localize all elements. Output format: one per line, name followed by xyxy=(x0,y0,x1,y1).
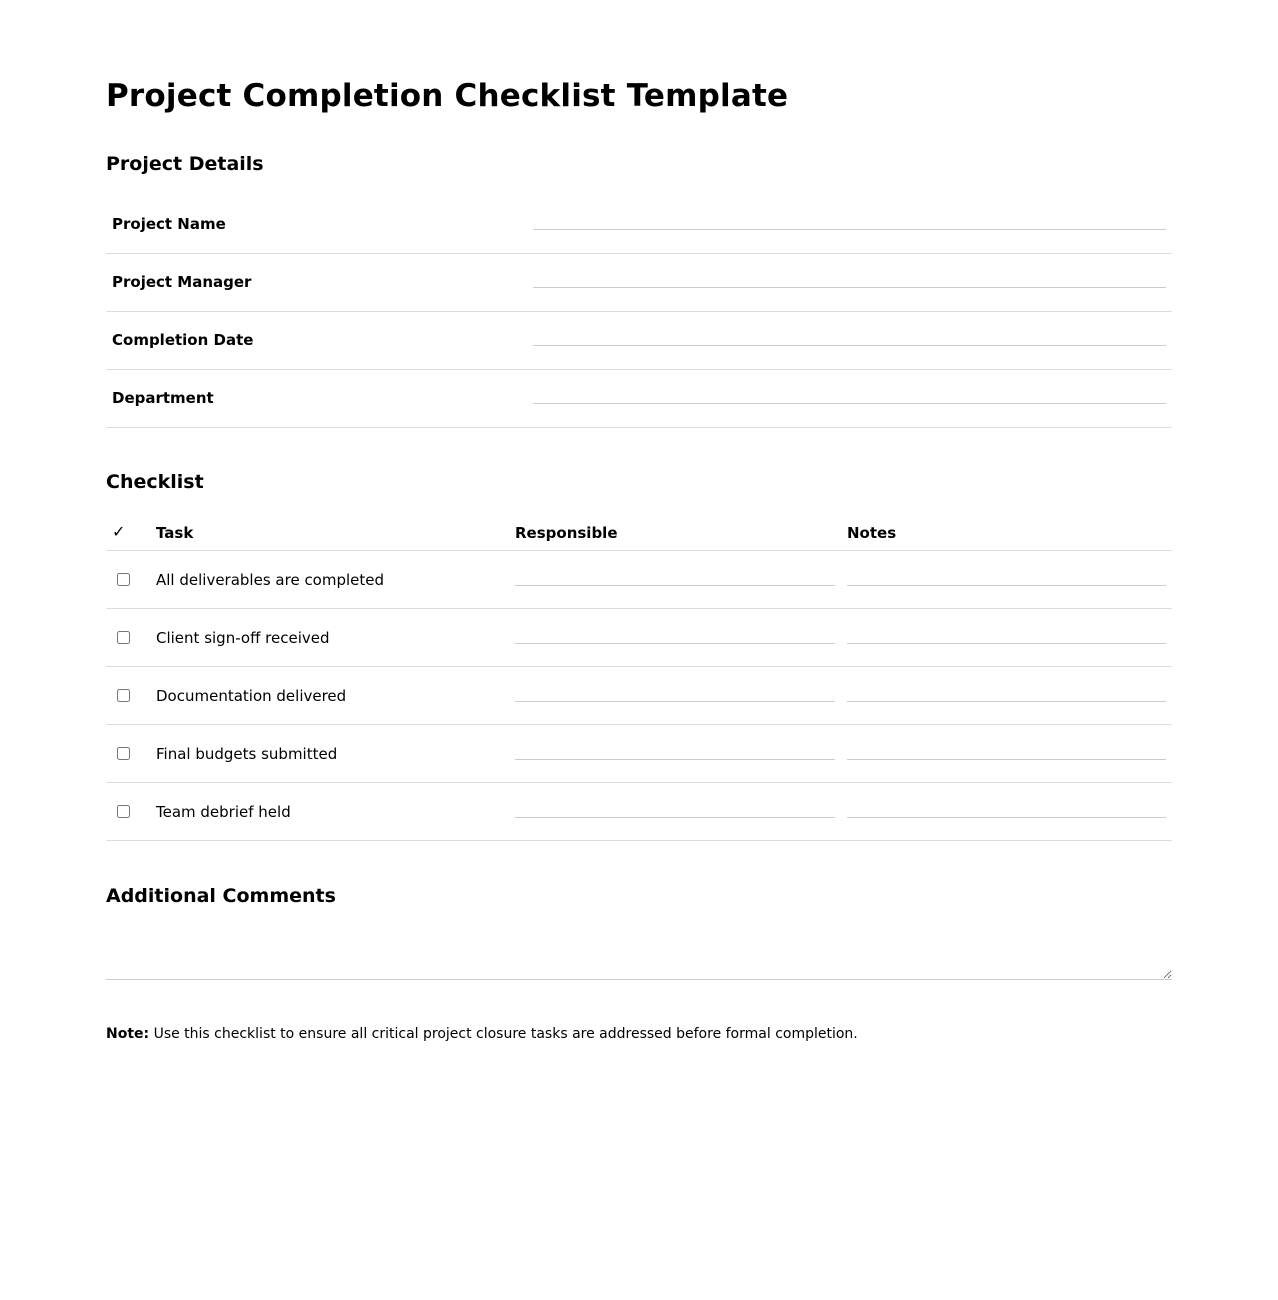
project-details-table xyxy=(106,196,1172,428)
notes-input[interactable] xyxy=(847,799,1166,818)
checklist-header-row xyxy=(106,512,1172,551)
detail-row-project-name xyxy=(106,196,1172,254)
task-checkbox[interactable] xyxy=(117,805,130,818)
responsible-input[interactable] xyxy=(515,799,835,818)
table-row xyxy=(106,667,1172,725)
checkmark-icon: ✓ xyxy=(112,522,126,541)
notes-input[interactable] xyxy=(847,567,1166,586)
checklist-heading: Checklist xyxy=(106,471,204,493)
task-checkbox[interactable] xyxy=(117,631,130,644)
notes-input[interactable] xyxy=(847,683,1166,702)
table-row xyxy=(106,725,1172,783)
department-label: Department xyxy=(112,389,214,407)
task-label: Team debrief held xyxy=(156,803,291,821)
task-label: Final budgets submitted xyxy=(156,745,338,763)
task-label: Documentation delivered xyxy=(156,687,347,705)
checklist-table xyxy=(106,512,1172,841)
responsible-input[interactable] xyxy=(515,741,835,760)
project-name-label: Project Name xyxy=(112,215,226,233)
column-header-task: Task xyxy=(156,524,194,542)
responsible-input[interactable] xyxy=(515,683,835,702)
table-row xyxy=(106,609,1172,667)
detail-row-project-manager xyxy=(106,254,1172,312)
project-manager-label: Project Manager xyxy=(112,273,252,291)
notes-input[interactable] xyxy=(847,625,1166,644)
completion-date-label: Completion Date xyxy=(112,331,254,349)
task-checkbox[interactable] xyxy=(117,573,130,586)
detail-row-department xyxy=(106,370,1172,428)
column-header-notes: Notes xyxy=(847,524,897,542)
project-details-heading: Project Details xyxy=(106,153,264,175)
note-label: Note: xyxy=(106,1026,150,1042)
column-header-responsible: Responsible xyxy=(515,524,618,542)
notes-input[interactable] xyxy=(847,741,1166,760)
completion-date-input[interactable] xyxy=(533,327,1166,346)
task-label: Client sign-off received xyxy=(156,629,330,647)
task-checkbox[interactable] xyxy=(117,689,130,702)
project-manager-input[interactable] xyxy=(533,269,1166,288)
additional-comments-textarea[interactable] xyxy=(106,924,1172,980)
table-row xyxy=(106,783,1172,841)
page-title: Project Completion Checklist Template xyxy=(106,78,789,114)
task-label: All deliverables are completed xyxy=(156,571,385,589)
footer-note xyxy=(106,1026,858,1042)
additional-comments-heading: Additional Comments xyxy=(106,885,336,907)
task-checkbox[interactable] xyxy=(117,747,130,760)
table-row xyxy=(106,551,1172,609)
project-name-input[interactable] xyxy=(533,211,1166,230)
responsible-input[interactable] xyxy=(515,567,835,586)
responsible-input[interactable] xyxy=(515,625,835,644)
note-text: Use this checklist to ensure all critical project closure tasks are addressed before formal completion. xyxy=(149,1026,858,1042)
detail-row-completion-date xyxy=(106,312,1172,370)
department-input[interactable] xyxy=(533,385,1166,404)
